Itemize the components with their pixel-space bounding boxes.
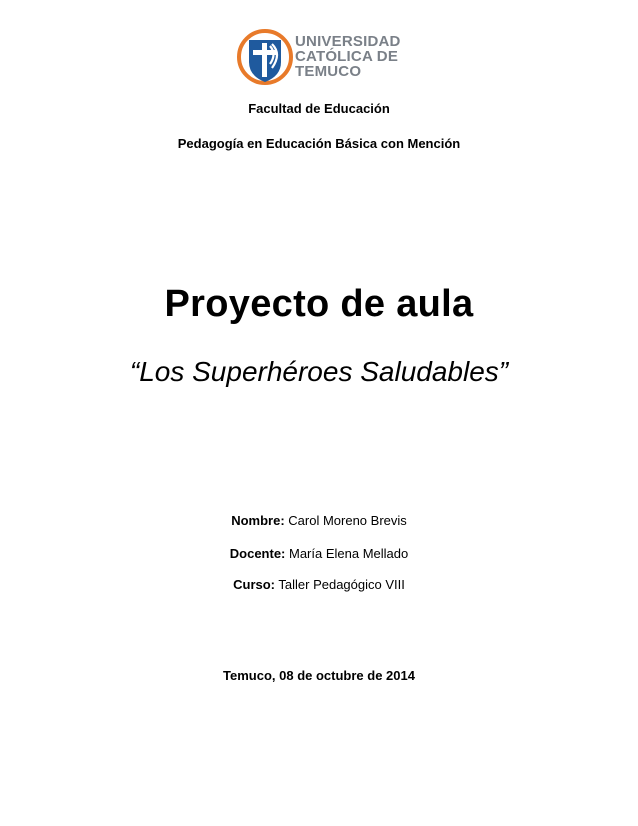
program-name: Pedagogía en Educación Básica con Mención (177, 136, 461, 151)
logo-line-1: UNIVERSIDAD (295, 33, 401, 50)
university-cross-emblem-icon (237, 26, 293, 88)
logo-line-3: TEMUCO (295, 63, 362, 80)
logo-line-2: CATÓLICA DE (295, 48, 399, 65)
author-line (0, 513, 638, 528)
author-label: Nombre: (231, 513, 285, 528)
course-label: Curso: (233, 577, 276, 592)
university-wordmark (295, 34, 407, 79)
teacher-value: María Elena Mellado (285, 546, 409, 561)
faculty-name: Facultad de Educación (248, 101, 390, 116)
course-value: Taller Pedagógico VIII (275, 577, 405, 592)
teacher-line (0, 546, 638, 561)
university-logo (237, 26, 407, 88)
place-and-date: Temuco, 08 de octubre de 2014 (223, 668, 415, 683)
teacher-label: Docente: (229, 546, 286, 561)
document-title: Proyecto de aula (164, 283, 474, 325)
project-subtitle: “Los Superhéroes Saludables” (129, 356, 509, 387)
course-line (0, 577, 638, 592)
author-value: Carol Moreno Brevis (284, 513, 407, 528)
